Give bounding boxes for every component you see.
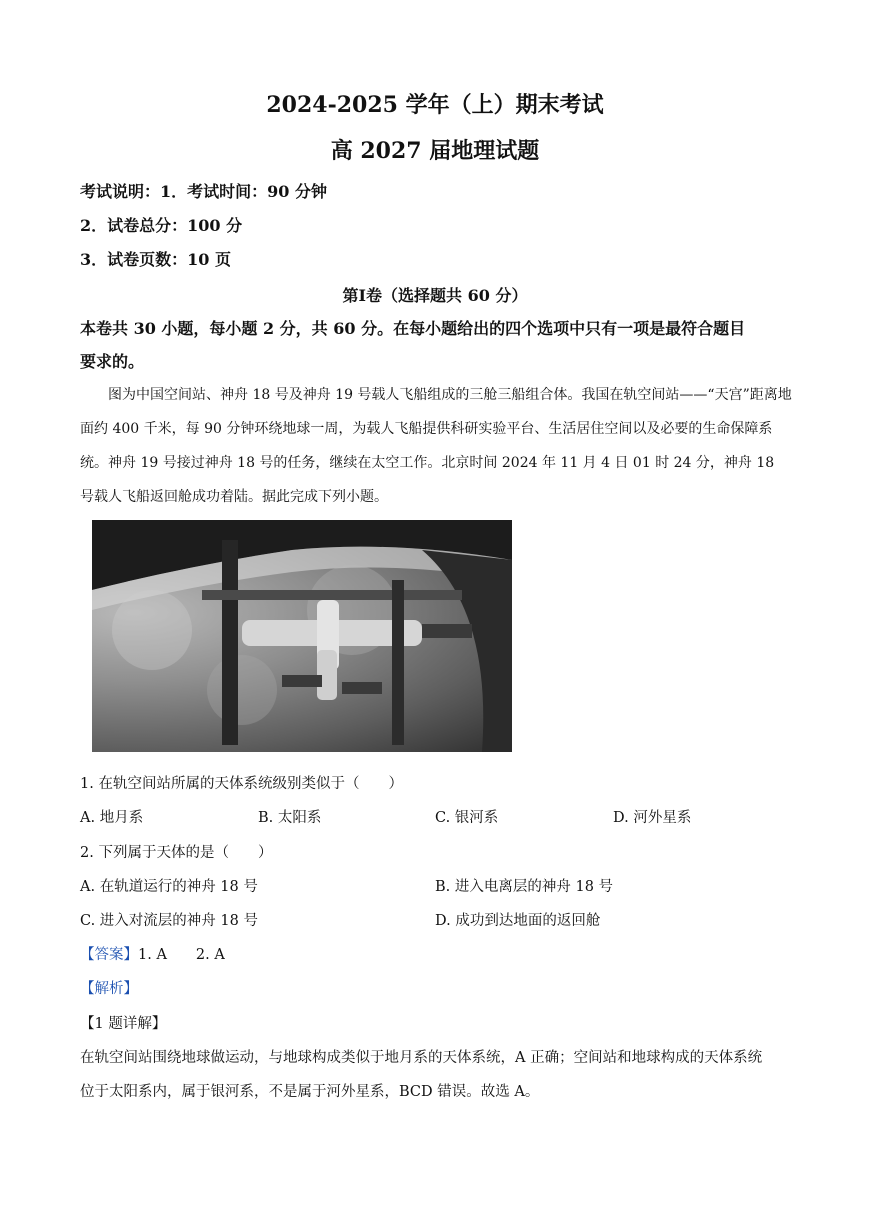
question-2-option-a: A. 在轨道运行的神舟 18 号 (80, 879, 258, 895)
space-station-photo (92, 520, 512, 752)
answer-line (80, 943, 225, 964)
answer-label: 【答案】 (80, 947, 138, 963)
question-2-stem: 2. 下列属于天体的是（ ） (80, 845, 273, 861)
question-1-option-d: D. 河外星系 (613, 810, 692, 826)
exam-subtitle: 高 2027 届地理试题 (330, 138, 540, 164)
exam-title: 2024-2025 学年（上）期末考试 (266, 92, 604, 118)
analysis-label: 【解析】 (80, 981, 138, 997)
question-1-stem: 1. 在轨空间站所属的天体系统级别类似于（ ） (80, 776, 403, 792)
section-heading: 第Ⅰ卷（选择题共 60 分） (342, 286, 528, 305)
answer-values: 1. A 2. A (138, 947, 225, 963)
question-2-option-d: D. 成功到达地面的返回舱 (435, 913, 601, 929)
exam-info-line-3: 3．试卷页数：10 页 (80, 250, 231, 269)
question-1-option-b: B. 太阳系 (258, 810, 322, 826)
analysis-detail-label: 【1 题详解】 (80, 1016, 167, 1032)
analysis-detail-line-2: 位于太阳系内，属于银河系，不是属于河外星系，BCD 错误。故选 A。 (80, 1084, 540, 1100)
exam-info-line-1: 考试说明：1．考试时间：90 分钟 (80, 182, 327, 201)
question-2-option-c: C. 进入对流层的神舟 18 号 (80, 913, 258, 929)
question-1-option-a: A. 地月系 (80, 810, 144, 826)
section-intro-line-1: 本卷共 30 小题，每小题 2 分，共 60 分。在每小题给出的四个选项中只有一项是最符合题目 (80, 319, 746, 338)
exam-info-line-2: 2．试卷总分：100 分 (80, 216, 243, 235)
space-station-illustration (92, 520, 512, 752)
analysis-detail-line-1: 在轨空间站围绕地球做运动，与地球构成类似于地月系的天体系统，A 正确；空间站和地球构成的天体系统 (80, 1050, 763, 1066)
question-2-option-b: B. 进入电离层的神舟 18 号 (435, 879, 614, 895)
section-intro-line-2: 要求的。 (80, 352, 145, 371)
passage-paragraph: 图为中国空间站、神舟 18 号及神舟 19 号载人飞船组成的三舱三船组合体。我国在轨空间站——“天宫”距离地面约 400 千米，每 90 分钟环绕地球一周，为载人飞船提供科研实验平台、生活居住空间以及必要的生命保障系统。神舟 19 号接过神舟 18 号的任务，继续在太空工作。北京时间 2024 年 11 月 4 日 01 时 24 分，神舟 18 号载人飞船返回舱成功着陆。据此完成下列小题。 (80, 387, 792, 505)
question-1-option-c: C. 银河系 (435, 810, 499, 826)
